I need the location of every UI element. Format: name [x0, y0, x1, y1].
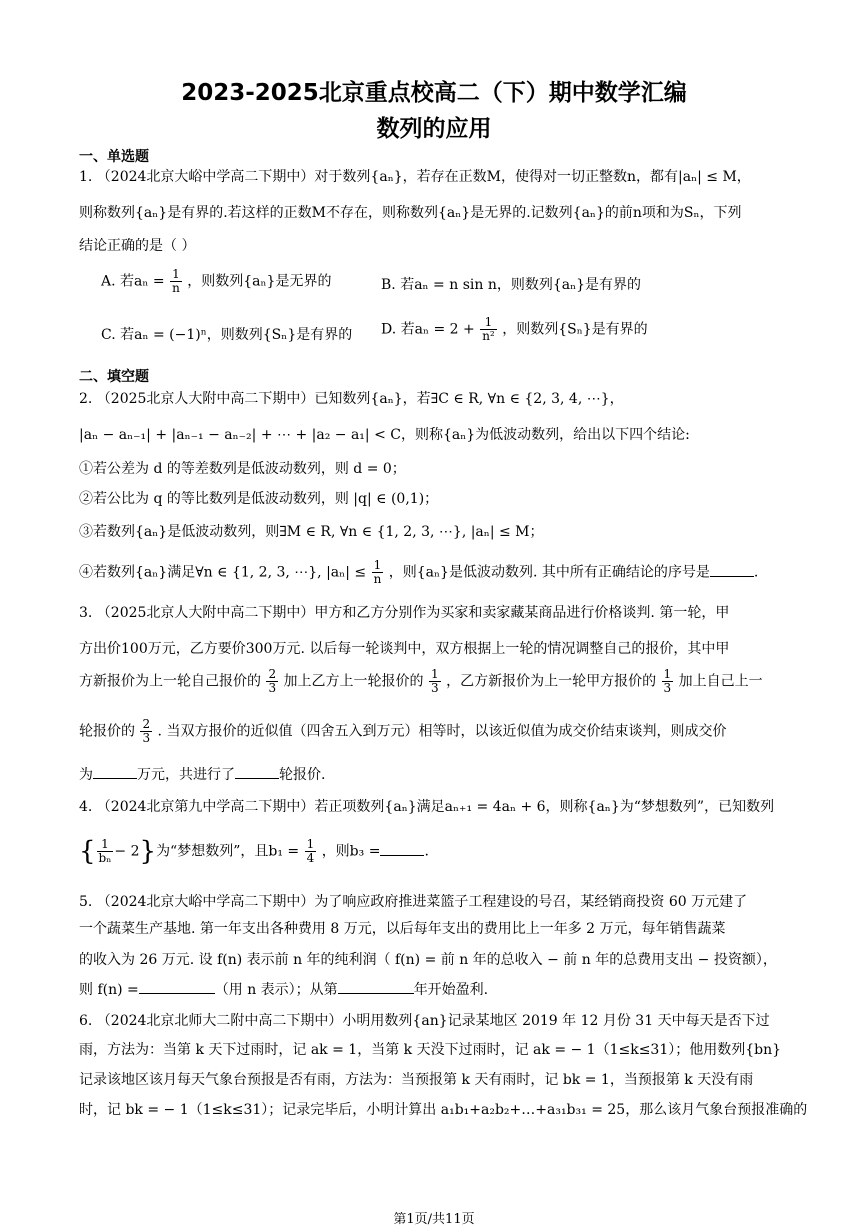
q2-item2: ②若公比为 q 的等比数列是低波动数列，则 |q| ∈ (0,1)； [79, 491, 439, 507]
q2-line2: |aₙ − aₙ₋₁| + |aₙ₋₁ − aₙ₋₂| + ⋯ + |a₂ − a₁| < C，则称{aₙ}为低波动数列，给出以下四个结论: [79, 427, 690, 443]
fraction: $\frac{1}{3}$ [431, 667, 439, 695]
section-heading-fill-blank: 二、填空题 [79, 369, 149, 385]
fraction: $\frac{1}{3}$ [663, 667, 672, 695]
q2-item3: ③若数列{aₙ}是低波动数列，则∃M ∈ R, ∀n ∈ {1, 2, 3, ⋯}, |aₙ| ≤ M； [79, 524, 544, 540]
fraction: $\frac{2}{3}$ [142, 717, 151, 745]
q1-option-b: B. 若aₙ = n sin n，则数列{aₙ}是有界的 [381, 277, 642, 293]
q3-line5: 为 万元，共进行了 轮报价. [79, 767, 326, 783]
q6-line3: 记录该地区该月每天气象台预报是否有雨，方法为：当预报第 k 天有雨时，记 bk = 1，当预报第 k 天没有雨 [79, 1072, 754, 1088]
q2-item4: ④若数列{aₙ}满足∀n ∈ {1, 2, 3, ⋯}, |aₙ| ≤ $\frac{1}{n}$ ，则{aₙ}是低波动数列. 其中所有正确结论的序号是 . [79, 558, 759, 586]
q1-line2: 则称数列{aₙ}是有界的.若这样的正数M不存在，则称数列{aₙ}是无界的.记数列{aₙ}的前n项和为Sₙ，下列 [79, 205, 742, 221]
q6-line2: 雨，方法为：当第 k 天下过雨时，记 ak = 1，当第 k 天没下过雨时，记 ak = − 1（1≤k≤31）；他用数列{bn} [79, 1042, 782, 1058]
q6-line1: 6. （2024北京北师大二附中高二下期中）小明用数列{an}记录某地区 2019 年 12 月份 31 天中每天是否下过 [79, 1013, 770, 1029]
answer-blank[interactable] [235, 766, 279, 779]
q3-line2: 方出价100万元，乙方要价300万元. 以后每一轮谈判中，双方根据上一轮的情况调整自己的报价，其中甲 [79, 641, 730, 657]
q2-item1: ①若公差为 d 的等差数列是低波动数列，则 d = 0； [79, 461, 406, 477]
fraction: $\frac{1}{4}$ [306, 837, 315, 865]
q3-line4: 轮报价的 $\frac{2}{3}$ . 当双方报价的近似值（四舍五入到万元）相等时，以该近似值为成交价结束谈判，则成交价 [79, 717, 727, 745]
fraction: $\frac{1}{n}$ [373, 558, 382, 586]
answer-blank[interactable] [139, 981, 215, 994]
q1-line1: 1. （2024北京大峪中学高二下期中）对于数列{aₙ}，若存在正数M，使得对一切正整数n，都有|aₙ| ≤ M， [79, 169, 751, 185]
q1-option-c: C. 若aₙ = (−1)ⁿ，则数列{Sₙ}是有界的 [101, 327, 353, 343]
q4-line2: { $\frac{1}{\text{bₙ}}$ − 2}为“梦想数列”，且b₁ = $\frac{1}{4}$ ，则b₃ = . [79, 836, 429, 867]
answer-blank[interactable] [338, 981, 414, 994]
answer-blank[interactable] [93, 766, 137, 779]
q6-line4: 时，记 bk = − 1（1≤k≤31）；记录完毕后，小明计算出 a₁b₁+a₂b₂+…+a₃₁b₃₁ = 25，那么该月气象台预报准确的 [79, 1102, 808, 1118]
document-subtitle: 数列的应用 [376, 116, 492, 142]
fraction: $\frac{1}{n}$ [172, 267, 180, 295]
answer-blank[interactable] [710, 564, 754, 577]
page-footer: 第1页/共11页 [393, 1212, 475, 1227]
document-title: 2023-2025北京重点校高二（下）期中数学汇编 [181, 80, 687, 106]
q3-line3: 方新报价为上一轮自己报价的 $\frac{2}{3}$ 加上乙方上一轮报价的 $\frac{1}{3}$ ，乙方新报价为上一轮甲方报价的 $\frac{1}{3}$ 加上自己上一 [79, 667, 763, 695]
fraction: $\frac{1}{\text{n²}}$ [482, 315, 495, 343]
q5-line1: 5. （2024北京大峪中学高二下期中）为了响应政府推进菜篮子工程建设的号召，某经销商投资 60 万元建了 [79, 894, 748, 910]
fraction: $\frac{2}{3}$ [268, 667, 277, 695]
q2-line1: 2. （2025北京人大附中高二下期中）已知数列{aₙ}，若∃C ∈ R, ∀n ∈ {2, 3, 4, ⋯}， [79, 391, 624, 407]
q5-line3: 的收入为 26 万元. 设 f(n) 表示前 n 年的纯利润（ f(n) = 前 n 年的总收入 − 前 n 年的总费用支出 − 投资额）， [79, 952, 777, 968]
q5-line2: 一个蔬菜生产基地. 第一年支出各种费用 8 万元，以后每年支出的费用比上一年多 2 万元，每年销售蔬菜 [79, 921, 726, 937]
q5-line4: 则 f(n) = （用 n 表示）；从第 年开始盈利. [79, 982, 489, 998]
q1-option-d: D. 若aₙ = 2 + $\frac{1}{\text{n²}}$ ，则数列{Sₙ}是有界的 [381, 315, 648, 343]
section-heading-single-choice: 一、单选题 [79, 149, 149, 165]
q4-line1: 4. （2024北京第九中学高二下期中）若正项数列{aₙ}满足aₙ₊₁ = 4aₙ + 6，则称{aₙ}为“梦想数列”，已知数列 [79, 799, 775, 815]
q1-option-a: A. 若aₙ = $\frac{1}{n}$ ，则数列{aₙ}是无界的 [101, 267, 332, 295]
q1-line3: 结论正确的是（ ） [79, 238, 196, 254]
fraction: $\frac{1}{\text{bₙ}}$ [98, 837, 112, 865]
answer-blank[interactable] [380, 843, 424, 856]
q3-line1: 3. （2025北京人大附中高二下期中）甲方和乙方分别作为买家和卖家藏某商品进行价格谈判. 第一轮，甲 [79, 605, 730, 621]
